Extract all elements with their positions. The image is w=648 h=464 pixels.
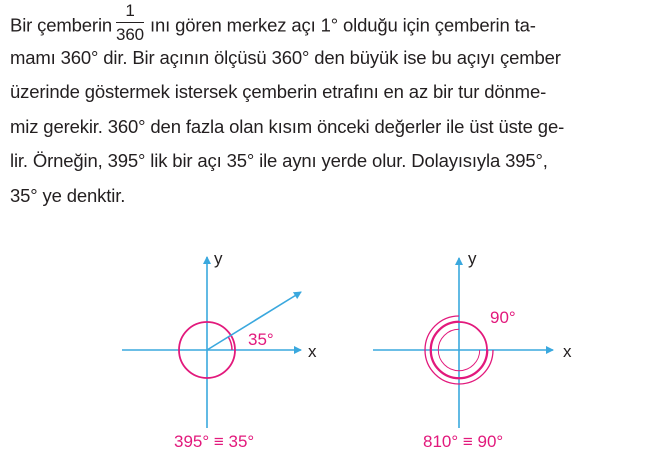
line1-before: Bir çemberin: [10, 14, 113, 36]
line1-after: ını gören merkez açı 1° olduğu için çemberin ta-: [149, 14, 536, 36]
left-angle-label: 35°: [248, 330, 274, 349]
figure-right-810-degrees: [373, 249, 572, 451]
left-angle-arc: [229, 337, 233, 350]
right-y-label: y: [468, 249, 477, 268]
right-caption: 810° ≡ 90°: [423, 432, 504, 451]
left-x-label: x: [308, 342, 317, 361]
right-x-label: x: [563, 342, 572, 361]
fraction-numerator: 1: [116, 2, 144, 23]
paragraph-line-2: mamı 360° dir. Bir açının ölçüsü 360° den büyük ise bu açıyı çember: [10, 46, 561, 68]
left-y-label: y: [214, 249, 223, 268]
paragraph-line-6: 35° ye denktir.: [10, 184, 126, 206]
left-caption: 395° ≡ 35°: [174, 432, 255, 451]
paragraph-line-4: miz gerekir. 360° den fazla olan kısım önceki değerler ile üst üste ge-: [10, 115, 565, 137]
paragraph-line-5: lir. Örneğin, 395° lik bir açı 35° ile aynı yerde olur. Dolayısıyla 395°,: [10, 150, 548, 171]
paragraph-line-3: üzerinde göstermek istersek çemberin etrafını en az bir tur dönme-: [10, 81, 547, 102]
figure-left-395-degrees: [122, 249, 317, 451]
fraction-denominator: 360: [116, 25, 144, 44]
right-angle-label: 90°: [490, 308, 516, 327]
